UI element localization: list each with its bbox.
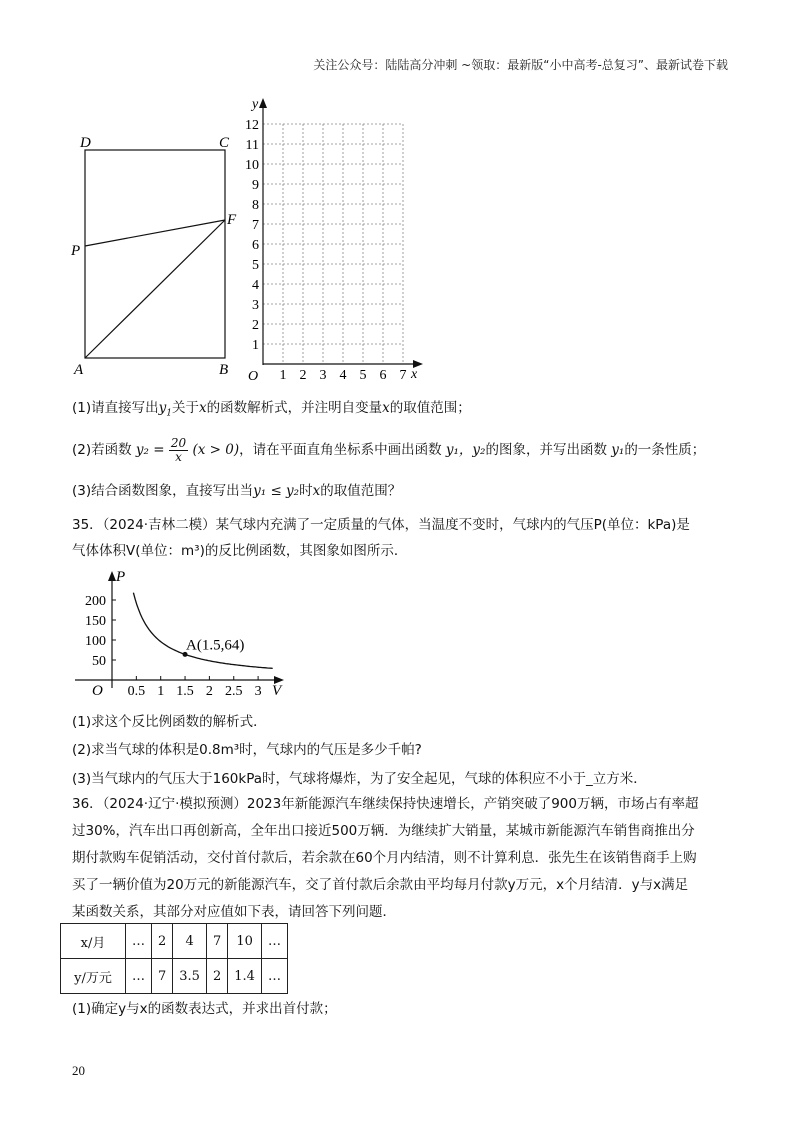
segment-pf <box>85 220 225 246</box>
label-a: A <box>74 362 84 378</box>
y-tick-label: 9 <box>252 178 259 193</box>
y-axis-label: P <box>116 569 126 585</box>
q36-line-5: 某函数关系，其部分对应值如下表，请回答下列问题． <box>72 904 396 920</box>
table-row: x/月 … 2 4 7 10 … <box>61 924 288 959</box>
label-b: B <box>219 362 229 378</box>
y-tick-label: 8 <box>252 198 259 213</box>
label-p: P <box>71 243 81 259</box>
q36-line-1: 36．（2024·辽宁·模拟预测）2023年新能源汽车继续保持快速增长，产销突破了900万辆，市场占有率超 <box>72 796 699 812</box>
q35-line1: 35．（2024·吉林二模）某气球内充满了一定质量的气体，当温度不变时，气球内的气压P(单位：kPa)是 <box>72 517 690 533</box>
y-tick-label: 100 <box>85 634 106 649</box>
q36-line-2: 过30%，汽车出口再创新高，全年出口接近500万辆．为继续扩大销量，某城市新能源汽车销售商推出分 <box>72 823 695 839</box>
pressure-volume-chart <box>72 568 302 703</box>
point-a-label: A(1.5,64) <box>186 637 245 654</box>
x-tick-label: 5 <box>359 368 367 383</box>
label-c: C <box>219 135 230 151</box>
x-axis-label: V <box>272 683 282 699</box>
y-tick-label: 6 <box>252 238 259 253</box>
y-tick-label: 3 <box>252 298 259 313</box>
q36-line-3: 期付款购车促销活动，交付首付款后，若余款在60个月内结清，则不计算利息．张先生在该销售商手上购 <box>72 850 697 866</box>
x-tick-label: 0.5 <box>127 684 146 699</box>
x-tick-label: 1 <box>279 368 287 383</box>
q34-part3: (3)结合函数图象，直接写出当y₁ ≤ y₂时x的取值范围？ <box>72 483 402 499</box>
y-tick-label: 50 <box>92 654 106 669</box>
label-f: F <box>227 212 237 228</box>
x-tick-label: 2 <box>299 368 307 383</box>
y-tick-label: 7 <box>252 218 259 233</box>
rectangle-figure <box>70 128 250 380</box>
origin-label: O <box>92 683 103 699</box>
q36-part1: (1)确定y与x的函数表达式，并求出首付款； <box>72 1001 337 1017</box>
q34-part2: (2)若函数 y₂ = $\frac{20}{x}$ (x > 0)，请在平面直角坐标系中画出函数 y₁，y₂的图象，并写出函数 y₁的一条性质； <box>72 435 706 464</box>
origin-label: O <box>248 369 259 384</box>
x-tick-label: 2 <box>205 684 213 699</box>
y-tick-label: 5 <box>252 258 259 273</box>
x-tick-label: 3 <box>319 368 327 383</box>
y-tick-label: 12 <box>245 118 259 133</box>
q35-part1: (1)求这个反比例函数的解析式． <box>72 714 267 730</box>
x-tick-label: 6 <box>379 368 387 383</box>
q34-part1: (1)请直接写出$y_1$关于x的函数解析式，并注明自变量x的取值范围； <box>72 400 471 419</box>
q36-line-4: 买了一辆价值为20万元的新能源汽车，交了首付款后余款由平均每月付款y万元，x个月结清．y与x满足 <box>72 877 689 893</box>
y-axis-arrow <box>108 571 116 581</box>
page-header: 关注公众号：陆陆高分冲刺 ~领取：最新版“小中高考-总复习”、最新试卷下载 <box>313 58 728 72</box>
x-tick-label: 7 <box>399 368 407 383</box>
y-tick-label: 1 <box>252 338 259 353</box>
q35-part3: (3)当气球内的气压大于160kPa时，气球将爆炸，为了安全起见，气球的体积应不小于_立方米． <box>72 771 647 787</box>
x-tick-label: 2.5 <box>225 684 243 699</box>
y-tick-label: 150 <box>85 614 106 629</box>
rectangle-abcd <box>85 150 225 358</box>
x-tick-label: 1.5 <box>176 684 194 699</box>
x-axis-label: x <box>411 367 418 382</box>
q36-text <box>72 791 732 926</box>
segment-af <box>85 220 225 358</box>
table-row: y/万元 … 7 3.5 2 1.4 … <box>61 959 288 994</box>
y-tick-label: 200 <box>85 594 106 609</box>
x-tick-label: 3 <box>254 684 262 699</box>
page-number: 20 <box>72 1063 85 1078</box>
pv-curve <box>133 593 272 669</box>
y-tick-label: 10 <box>245 158 259 173</box>
y-tick-label: 2 <box>252 318 259 333</box>
y-tick-label: 4 <box>252 278 259 293</box>
y-axis-arrow <box>259 98 267 108</box>
label-d: D <box>80 135 91 151</box>
x-tick-label: 4 <box>339 368 347 383</box>
q35-part2: (2)求当气球的体积是0.8m³时，气球内的气压是多少千帕? <box>72 742 422 758</box>
x-tick-label: 1 <box>157 684 165 699</box>
q36-table <box>60 923 288 994</box>
y-tick-label: 11 <box>245 138 259 153</box>
q35-line2: 气体体积V(单位：m³)的反比例函数，其图象如图所示． <box>72 543 408 559</box>
y-axis-label: y <box>252 97 259 112</box>
coordinate-grid <box>238 96 428 386</box>
